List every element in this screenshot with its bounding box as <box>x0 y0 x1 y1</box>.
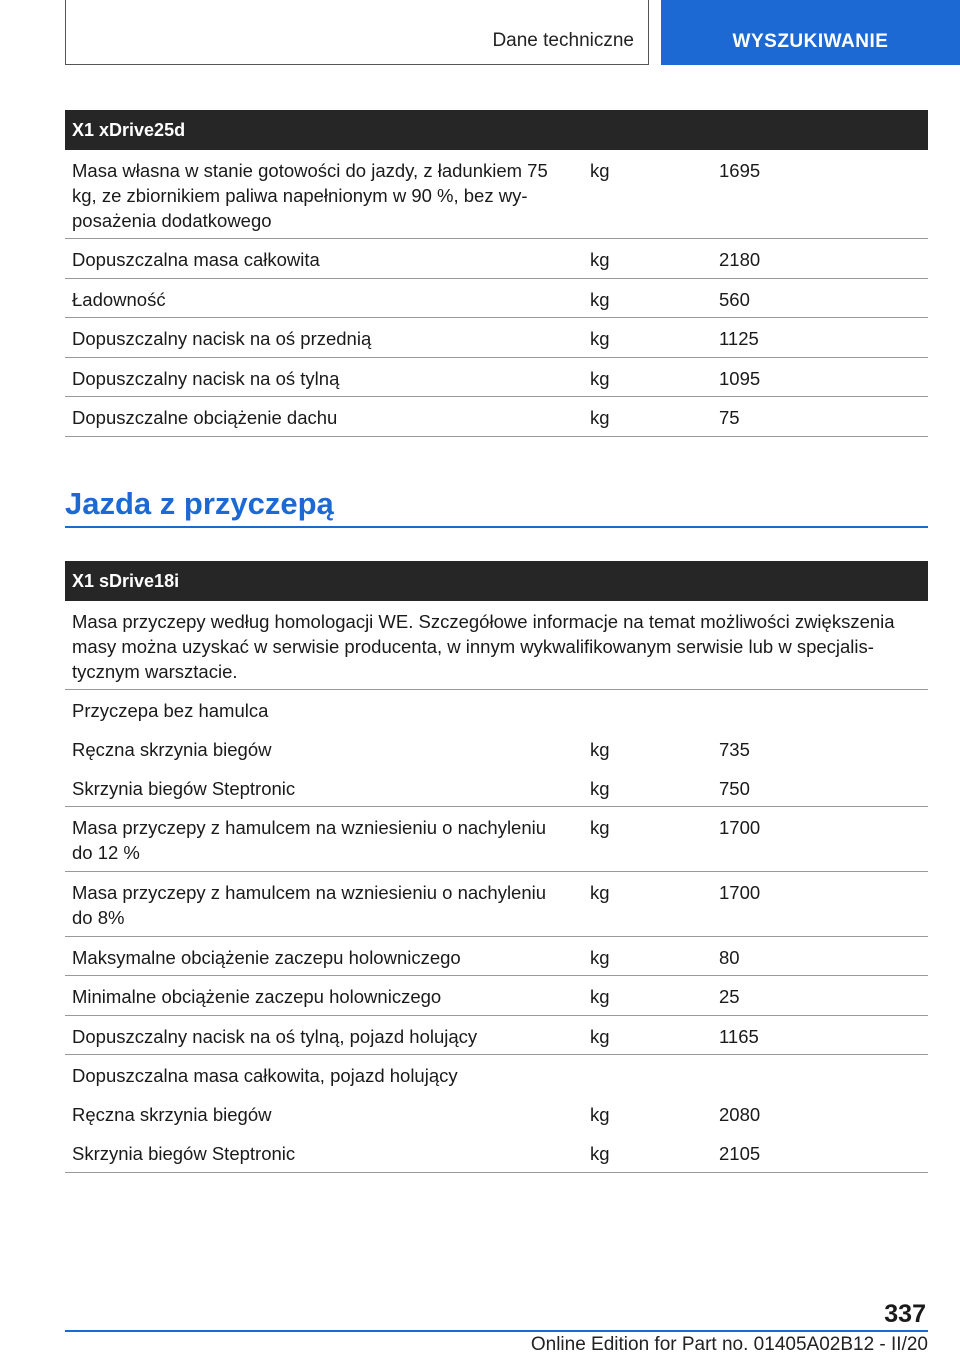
search-button[interactable] <box>661 0 960 65</box>
row-unit: kg <box>590 778 610 799</box>
row-label: Ręczna skrzynia biegów <box>72 1104 272 1125</box>
row-label: Masa przyczepy z hamulcem na wzniesieniu o nachyleniu do 12 % <box>72 817 547 863</box>
row-value: 1125 <box>719 328 759 349</box>
edition-text: Online Edition for Part no. 01405A02B12 - II/20 <box>530 1334 928 1355</box>
row-unit: kg <box>590 407 610 428</box>
table-row <box>65 358 928 397</box>
row-label: Minimalne obciążenie zaczepu holowniczego <box>72 986 442 1007</box>
table-row <box>65 937 928 976</box>
spec-table-xdrive25d-body <box>65 150 928 437</box>
row-label: Dopuszczalna masa całkowita, pojazd holujący <box>72 1065 458 1086</box>
row-value: 560 <box>719 289 750 310</box>
table-row <box>65 1016 928 1055</box>
section-tab-label: Dane techniczne <box>492 30 634 51</box>
table-header: X1 sDrive18i <box>65 561 928 601</box>
footer-divider <box>65 1330 928 1332</box>
row-value: 1695 <box>719 160 761 181</box>
search-button-label: WYSZUKIWANIE <box>732 31 889 52</box>
row-value: 25 <box>719 986 740 1007</box>
row-unit: kg <box>590 368 610 389</box>
table-subheading <box>65 1055 928 1094</box>
section-tab[interactable] <box>65 0 649 65</box>
table-row <box>65 976 928 1016</box>
row-value: 2180 <box>719 249 761 270</box>
section-title: Jazda z przyczepą <box>65 486 334 521</box>
table-row <box>65 1133 928 1173</box>
row-unit: kg <box>590 882 610 903</box>
row-value: 735 <box>719 739 750 760</box>
spec-table-xdrive25d <box>65 110 928 150</box>
row-unit: kg <box>590 739 610 760</box>
row-unit: kg <box>590 947 610 968</box>
row-label: Maksymalne obciążenie zaczepu holowniczego <box>72 947 461 968</box>
page-number: 337 <box>884 1300 926 1328</box>
table-row <box>65 279 928 318</box>
row-label: Ładowność <box>72 289 166 310</box>
row-value: 1165 <box>719 1026 759 1047</box>
row-value: 750 <box>719 778 750 799</box>
table-row <box>65 318 928 358</box>
row-unit: kg <box>590 1026 610 1047</box>
table-header: X1 xDrive25d <box>65 110 928 150</box>
table-row <box>65 150 928 239</box>
row-value: 1700 <box>719 882 761 903</box>
row-label: Dopuszczalna masa całkowita <box>72 249 320 270</box>
row-value: 1700 <box>719 817 761 838</box>
row-unit: kg <box>590 289 610 310</box>
row-label: Masa przyczepy z hamulcem na wzniesieniu o nachyleniu do 8% <box>72 882 547 928</box>
table-row <box>65 872 928 937</box>
table-intro-text: Masa przyczepy według homologacji WE. Szczegółowe informacje na temat możliwości zwiększenia masy można uzyskać w serwisie producenta, w innym wykwalifikowanym serwisie lub w specjalis-tycznym warsztacie. <box>72 611 895 682</box>
table-row-intro <box>65 601 928 690</box>
row-label: Ręczna skrzynia biegów <box>72 739 272 760</box>
row-label: Skrzynia biegów Steptronic <box>72 1143 296 1164</box>
row-unit: kg <box>590 1104 610 1125</box>
section-divider <box>65 526 928 528</box>
row-unit: kg <box>590 986 610 1007</box>
row-unit: kg <box>590 817 610 838</box>
row-label: Dopuszczalne obciążenie dachu <box>72 407 338 428</box>
row-label: Masa własna w stanie gotowości do jazdy, z ładunkiem 75 kg, ze zbiornikiem paliwa napełnionym w 90 %, bez wy-posażenia dodatkowego <box>72 160 548 231</box>
row-value: 80 <box>719 947 740 968</box>
table-row <box>65 729 928 768</box>
row-label: Dopuszczalny nacisk na oś tylną <box>72 368 340 389</box>
row-value: 75 <box>719 407 740 428</box>
table-row <box>65 239 928 279</box>
row-value: 2080 <box>719 1104 761 1125</box>
row-label: Dopuszczalny nacisk na oś przednią <box>72 328 372 349</box>
row-unit: kg <box>590 328 610 349</box>
row-unit: kg <box>590 1143 610 1164</box>
table-row <box>65 1094 928 1133</box>
row-unit: kg <box>590 160 610 181</box>
row-value: 1095 <box>719 368 761 389</box>
row-label: Skrzynia biegów Steptronic <box>72 778 296 799</box>
table-row <box>65 807 928 872</box>
table-row <box>65 397 928 437</box>
row-label: Dopuszczalny nacisk na oś tylną, pojazd holujący <box>72 1026 478 1047</box>
table-row <box>65 768 928 807</box>
row-value: 2105 <box>719 1143 761 1164</box>
spec-table-sdrive18i <box>65 561 928 1173</box>
table-subheading <box>65 690 928 729</box>
row-label: Przyczepa bez hamulca <box>72 700 269 721</box>
row-unit: kg <box>590 249 610 270</box>
